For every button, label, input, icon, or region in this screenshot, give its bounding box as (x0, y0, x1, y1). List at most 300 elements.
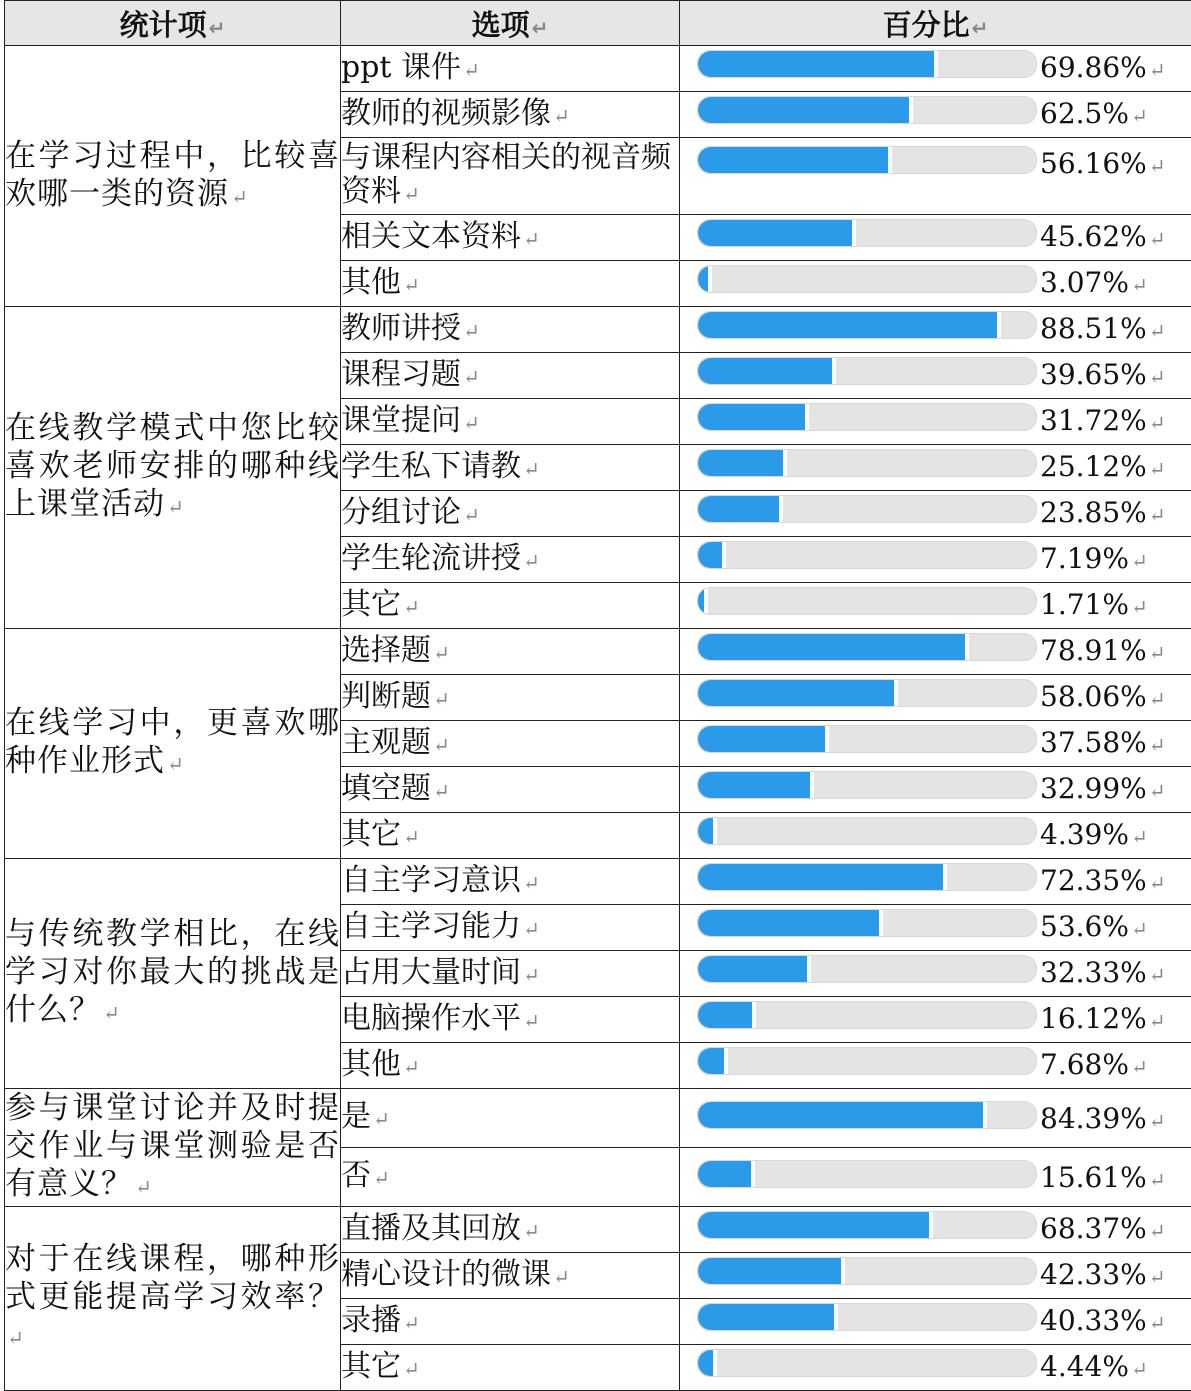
return-mark-icon: ↵ (1149, 319, 1166, 343)
return-mark-icon: ↵ (403, 1311, 420, 1335)
percent-value: 69.86% (1040, 51, 1147, 84)
percent-bar-track (697, 219, 1037, 247)
percent-value-wrapper (1040, 1213, 1166, 1247)
option-label: 填空题 (341, 771, 431, 806)
table-row (5, 1089, 1191, 1148)
option-cell (341, 537, 680, 583)
percent-bar-track (697, 1211, 1037, 1239)
return-mark-icon: ↵ (7, 1326, 25, 1350)
return-mark-icon: ↵ (433, 779, 450, 803)
option-label: 是 (341, 1099, 371, 1134)
header-row (5, 1, 1191, 46)
return-mark-icon: ↵ (972, 16, 989, 40)
option-cell (341, 905, 680, 951)
return-mark-icon: ↵ (1149, 365, 1166, 389)
return-mark-icon: ↵ (1149, 1009, 1166, 1033)
percent-cell (680, 813, 1191, 859)
return-mark-icon: ↵ (523, 917, 540, 941)
survey-table (4, 0, 1191, 1391)
percent-bar-wrapper (680, 675, 1191, 720)
percent-bar-fill (698, 147, 892, 173)
percent-bar-track (697, 771, 1037, 799)
percent-bar-wrapper (680, 491, 1191, 536)
percent-bar-fill (698, 956, 811, 982)
percent-bar-track (697, 311, 1037, 339)
option-label: 与课程内容相关的视音频资料 (341, 140, 671, 209)
percent-bar-fill (698, 772, 814, 798)
header-percent (680, 1, 1191, 46)
stat-question-text: 在线学习中，更喜欢哪种作业形式 (5, 705, 340, 779)
percent-value: 58.06% (1040, 680, 1147, 713)
return-mark-icon: ↵ (523, 963, 540, 987)
percent-value: 40.33% (1040, 1304, 1147, 1337)
option-label: 其它 (341, 587, 401, 622)
option-label: 相关文本资料 (341, 219, 521, 254)
percent-bar-fill (698, 864, 947, 890)
percent-cell (680, 1089, 1191, 1148)
percent-value: 1.71% (1040, 588, 1129, 621)
return-mark-icon: ↵ (523, 1009, 540, 1033)
option-cell (341, 261, 680, 307)
percent-bar-wrapper (680, 997, 1191, 1042)
survey-body (5, 46, 1191, 1391)
percent-bar-fill (698, 220, 856, 246)
percent-cell (680, 1345, 1191, 1391)
return-mark-icon: ↵ (523, 457, 540, 481)
percent-value-wrapper (1040, 313, 1166, 347)
percent-bar-wrapper (680, 1207, 1191, 1252)
percent-value: 7.19% (1040, 542, 1129, 575)
option-cell (341, 215, 680, 261)
percent-bar-wrapper (680, 721, 1191, 766)
return-mark-icon: ↵ (1149, 871, 1166, 895)
percent-cell (680, 675, 1191, 721)
percent-value-wrapper (1040, 773, 1166, 807)
return-mark-icon: ↵ (463, 365, 480, 389)
option-label: 主观题 (341, 725, 431, 760)
percent-value-wrapper (1040, 52, 1166, 86)
option-cell (341, 859, 680, 905)
percent-bar-wrapper (680, 951, 1191, 996)
percent-bar-track (697, 1303, 1037, 1331)
percent-value-wrapper (1040, 1049, 1148, 1083)
percent-value-wrapper (1040, 497, 1166, 531)
percent-cell (680, 583, 1191, 629)
percent-bar-wrapper (680, 905, 1191, 950)
stat-question-text: 参与课堂讨论并及时提交作业与课堂测验是否有意义？ (5, 1090, 340, 1202)
option-label: 电脑操作水平 (341, 1001, 521, 1036)
percent-cell (680, 491, 1191, 537)
percent-value: 3.07% (1040, 266, 1129, 299)
percent-bar-track (697, 863, 1037, 891)
percent-cell (680, 261, 1191, 307)
option-cell (341, 721, 680, 767)
percent-value: 62.5% (1040, 97, 1129, 130)
percent-value-wrapper (1040, 359, 1166, 393)
percent-value-wrapper (1040, 911, 1148, 945)
percent-value-wrapper (1040, 727, 1166, 761)
return-mark-icon: ↵ (1149, 687, 1166, 711)
return-mark-icon: ↵ (231, 185, 249, 209)
option-cell (341, 445, 680, 491)
return-mark-icon: ↵ (1149, 963, 1166, 987)
percent-value: 88.51% (1040, 312, 1147, 345)
percent-cell (680, 46, 1191, 92)
option-cell (341, 997, 680, 1043)
return-mark-icon: ↵ (532, 16, 549, 40)
percent-value: 32.99% (1040, 772, 1147, 805)
percent-bar-track (697, 909, 1037, 937)
percent-value-wrapper (1040, 543, 1148, 577)
table-row (5, 307, 1191, 353)
header-percent-label: 百分比 (883, 8, 970, 42)
percent-value-wrapper (1040, 957, 1166, 991)
percent-cell (680, 721, 1191, 767)
percent-value-wrapper (1040, 681, 1166, 715)
percent-value-wrapper (1040, 635, 1166, 669)
option-cell (341, 92, 680, 138)
percent-bar-track (697, 1257, 1037, 1285)
percent-bar-fill (698, 1212, 933, 1238)
percent-cell (680, 138, 1191, 215)
return-mark-icon: ↵ (433, 641, 450, 665)
return-mark-icon: ↵ (1149, 641, 1166, 665)
percent-bar-fill (698, 680, 898, 706)
option-label: 学生私下请教 (341, 449, 521, 484)
percent-bar-wrapper (680, 261, 1191, 306)
percent-bar-track (697, 587, 1037, 615)
percent-bar-fill (698, 1304, 838, 1330)
percent-bar-track (697, 725, 1037, 753)
return-mark-icon: ↵ (1131, 1055, 1148, 1079)
percent-bar-fill (698, 1161, 755, 1187)
percent-value: 32.33% (1040, 956, 1147, 989)
percent-value: 4.39% (1040, 818, 1129, 851)
percent-bar-fill (698, 910, 883, 936)
return-mark-icon: ↵ (403, 273, 420, 297)
percent-value-wrapper (1040, 1351, 1148, 1385)
percent-bar-fill (698, 634, 969, 660)
percent-cell (680, 1148, 1191, 1207)
percent-bar-fill (698, 1258, 845, 1284)
option-cell (341, 491, 680, 537)
option-cell (341, 583, 680, 629)
return-mark-icon: ↵ (1149, 227, 1166, 251)
option-cell (341, 767, 680, 813)
percent-bar-fill (698, 588, 708, 614)
option-cell (341, 629, 680, 675)
percent-bar-track (697, 679, 1037, 707)
percent-cell (680, 353, 1191, 399)
percent-bar-fill (698, 312, 1001, 338)
return-mark-icon: ↵ (1149, 58, 1166, 82)
option-label: 选择题 (341, 633, 431, 668)
percent-bar-wrapper (680, 138, 1191, 214)
percent-cell (680, 951, 1191, 997)
percent-bar-track (697, 1160, 1037, 1188)
stat-question-text: 在学习过程中，比较喜欢哪一类的资源 (5, 138, 340, 212)
return-mark-icon: ↵ (373, 1107, 390, 1131)
percent-value: 45.62% (1040, 220, 1147, 253)
option-label: 直播及其回放 (341, 1211, 521, 1246)
percent-bar-fill (698, 450, 787, 476)
header-option-label: 选项 (472, 8, 530, 42)
percent-bar-fill (698, 726, 829, 752)
return-mark-icon: ↵ (1149, 1219, 1166, 1243)
percent-bar-fill (698, 818, 717, 844)
option-cell (341, 675, 680, 721)
percent-bar-fill (698, 1048, 728, 1074)
return-mark-icon: ↵ (1131, 104, 1148, 128)
stat-question-cell (5, 307, 341, 629)
percent-bar-track (697, 955, 1037, 983)
stat-question-text: 在线教学模式中您比较喜欢老师安排的哪种线上课堂活动 (5, 410, 340, 522)
table-row (5, 629, 1191, 675)
percent-bar-wrapper (680, 1345, 1191, 1390)
header-stat (5, 1, 341, 46)
percent-bar-track (697, 403, 1037, 431)
percent-value: 72.35% (1040, 864, 1147, 897)
return-mark-icon: ↵ (167, 495, 185, 519)
percent-value: 53.6% (1040, 910, 1129, 943)
return-mark-icon: ↵ (463, 411, 480, 435)
percent-value: 84.39% (1040, 1102, 1147, 1135)
stat-question-cell (5, 859, 341, 1089)
return-mark-icon: ↵ (553, 104, 570, 128)
percent-bar-wrapper (680, 1299, 1191, 1344)
return-mark-icon: ↵ (463, 319, 480, 343)
option-label: 判断题 (341, 679, 431, 714)
return-mark-icon: ↵ (523, 549, 540, 573)
percent-bar-fill (698, 1350, 717, 1376)
percent-bar-fill (698, 496, 783, 522)
percent-cell (680, 445, 1191, 491)
percent-value-wrapper (1040, 1103, 1166, 1137)
return-mark-icon: ↵ (1149, 1265, 1166, 1289)
option-cell (341, 1089, 680, 1148)
return-mark-icon: ↵ (1149, 1168, 1166, 1192)
percent-cell (680, 767, 1191, 813)
percent-value: 68.37% (1040, 1212, 1147, 1245)
percent-value-wrapper (1040, 267, 1148, 301)
percent-bar-wrapper (680, 583, 1191, 628)
percent-bar-track (697, 146, 1037, 174)
option-cell (341, 813, 680, 859)
stat-question-cell (5, 46, 341, 307)
percent-bar-wrapper (680, 767, 1191, 812)
option-cell (341, 1253, 680, 1299)
percent-value-wrapper (1040, 148, 1166, 182)
percent-bar-wrapper (680, 813, 1191, 858)
percent-bar-fill (698, 1002, 756, 1028)
percent-bar-track (697, 50, 1037, 78)
stat-question-text: 对于在线课程，哪种形式更能提高学习效率？ (5, 1241, 340, 1315)
option-cell (341, 399, 680, 445)
return-mark-icon: ↵ (523, 227, 540, 251)
percent-bar-track (697, 817, 1037, 845)
option-label: ppt 课件 (341, 50, 461, 85)
return-mark-icon: ↵ (433, 687, 450, 711)
option-cell (341, 1148, 680, 1207)
percent-bar-wrapper (680, 46, 1191, 91)
return-mark-icon: ↵ (1149, 503, 1166, 527)
percent-bar-track (697, 541, 1037, 569)
percent-bar-fill (698, 1102, 987, 1128)
percent-bar-fill (698, 542, 726, 568)
percent-bar-wrapper (680, 1150, 1191, 1204)
percent-bar-wrapper (680, 307, 1191, 352)
percent-value: 16.12% (1040, 1002, 1147, 1035)
return-mark-icon: ↵ (1149, 1311, 1166, 1335)
percent-cell (680, 399, 1191, 445)
percent-value-wrapper (1040, 1305, 1166, 1339)
option-cell (341, 1299, 680, 1345)
option-label: 课程习题 (341, 357, 461, 392)
option-cell (341, 1207, 680, 1253)
return-mark-icon: ↵ (1149, 1109, 1166, 1133)
option-label: 录播 (341, 1303, 401, 1338)
return-mark-icon: ↵ (1131, 1357, 1148, 1381)
option-label: 其他 (341, 1047, 401, 1082)
percent-value-wrapper (1040, 1003, 1166, 1037)
option-cell (341, 1043, 680, 1089)
return-mark-icon: ↵ (403, 1357, 420, 1381)
percent-bar-wrapper (680, 445, 1191, 490)
percent-bar-track (697, 449, 1037, 477)
percent-bar-wrapper (680, 537, 1191, 582)
return-mark-icon: ↵ (1131, 549, 1148, 573)
option-label: 教师的视频影像 (341, 96, 551, 131)
percent-bar-wrapper (680, 353, 1191, 398)
return-mark-icon: ↵ (433, 733, 450, 757)
return-mark-icon: ↵ (167, 752, 185, 776)
percent-value: 31.72% (1040, 404, 1147, 437)
option-label: 自主学习能力 (341, 909, 521, 944)
option-label: 教师讲授 (341, 311, 461, 346)
return-mark-icon: ↵ (103, 1001, 121, 1025)
return-mark-icon: ↵ (1131, 595, 1148, 619)
option-cell (341, 138, 680, 215)
option-cell (341, 353, 680, 399)
percent-cell (680, 307, 1191, 353)
return-mark-icon: ↵ (1131, 825, 1148, 849)
table-row (5, 859, 1191, 905)
percent-bar-wrapper (680, 859, 1191, 904)
return-mark-icon: ↵ (403, 595, 420, 619)
percent-value: 39.65% (1040, 358, 1147, 391)
percent-bar-fill (698, 404, 809, 430)
option-label: 分组讨论 (341, 495, 461, 530)
percent-value-wrapper (1040, 405, 1166, 439)
option-label: 其他 (341, 265, 401, 300)
percent-bar-wrapper (680, 1043, 1191, 1088)
percent-cell (680, 215, 1191, 261)
percent-cell (680, 629, 1191, 675)
percent-value-wrapper (1040, 451, 1166, 485)
option-cell (341, 46, 680, 92)
return-mark-icon: ↵ (463, 58, 480, 82)
percent-cell (680, 905, 1191, 951)
header-stat-label: 统计项 (120, 8, 207, 42)
percent-value: 4.44% (1040, 1350, 1129, 1383)
stat-question-text: 与传统教学相比，在线学习对你最大的挑战是什么？ (5, 916, 340, 1028)
header-option (341, 1, 680, 46)
percent-value-wrapper (1040, 589, 1148, 623)
return-mark-icon: ↵ (553, 1265, 570, 1289)
return-mark-icon: ↵ (1131, 917, 1148, 941)
percent-bar-track (697, 1001, 1037, 1029)
option-label: 其它 (341, 817, 401, 852)
percent-cell (680, 1043, 1191, 1089)
option-label: 自主学习意识 (341, 863, 521, 898)
return-mark-icon: ↵ (403, 825, 420, 849)
return-mark-icon: ↵ (1149, 779, 1166, 803)
percent-bar-wrapper (680, 92, 1191, 137)
option-label: 占用大量时间 (341, 955, 521, 990)
percent-bar-track (697, 1101, 1037, 1129)
return-mark-icon: ↵ (1149, 457, 1166, 481)
option-cell (341, 307, 680, 353)
percent-bar-track (697, 96, 1037, 124)
percent-bar-wrapper (680, 215, 1191, 260)
percent-bar-track (697, 495, 1037, 523)
percent-bar-wrapper (680, 629, 1191, 674)
percent-value: 7.68% (1040, 1048, 1129, 1081)
percent-bar-fill (698, 266, 712, 292)
table-row (5, 1207, 1191, 1253)
percent-bar-wrapper (680, 399, 1191, 444)
percent-bar-track (697, 1047, 1037, 1075)
percent-bar-track (697, 357, 1037, 385)
percent-bar-track (697, 265, 1037, 293)
percent-cell (680, 92, 1191, 138)
option-label: 课堂提问 (341, 403, 461, 438)
return-mark-icon: ↵ (209, 16, 226, 40)
option-cell (341, 1345, 680, 1391)
stat-question-cell (5, 1089, 341, 1207)
percent-cell (680, 1207, 1191, 1253)
percent-value-wrapper (1040, 98, 1148, 132)
return-mark-icon: ↵ (1149, 154, 1166, 178)
return-mark-icon: ↵ (523, 1219, 540, 1243)
percent-value: 37.58% (1040, 726, 1147, 759)
percent-bar-wrapper (680, 1253, 1191, 1298)
option-label: 其它 (341, 1349, 401, 1384)
percent-cell (680, 537, 1191, 583)
percent-value-wrapper (1040, 819, 1148, 853)
return-mark-icon: ↵ (1149, 411, 1166, 435)
option-label: 学生轮流讲授 (341, 541, 521, 576)
percent-value-wrapper (1040, 1259, 1166, 1293)
percent-value: 78.91% (1040, 634, 1147, 667)
percent-value-wrapper (1040, 221, 1166, 255)
stat-question-cell (5, 1207, 341, 1391)
return-mark-icon: ↵ (1149, 733, 1166, 757)
return-mark-icon: ↵ (403, 1055, 420, 1079)
return-mark-icon: ↵ (403, 182, 420, 206)
percent-value: 23.85% (1040, 496, 1147, 529)
option-cell (341, 951, 680, 997)
option-label: 精心设计的微课 (341, 1257, 551, 1292)
percent-bar-fill (698, 51, 938, 77)
percent-cell (680, 1299, 1191, 1345)
percent-bar-track (697, 1349, 1037, 1377)
percent-value: 56.16% (1040, 147, 1147, 180)
percent-bar-fill (698, 358, 836, 384)
percent-value-wrapper (1040, 865, 1166, 899)
option-label: 否 (341, 1158, 371, 1193)
return-mark-icon: ↵ (135, 1175, 153, 1199)
